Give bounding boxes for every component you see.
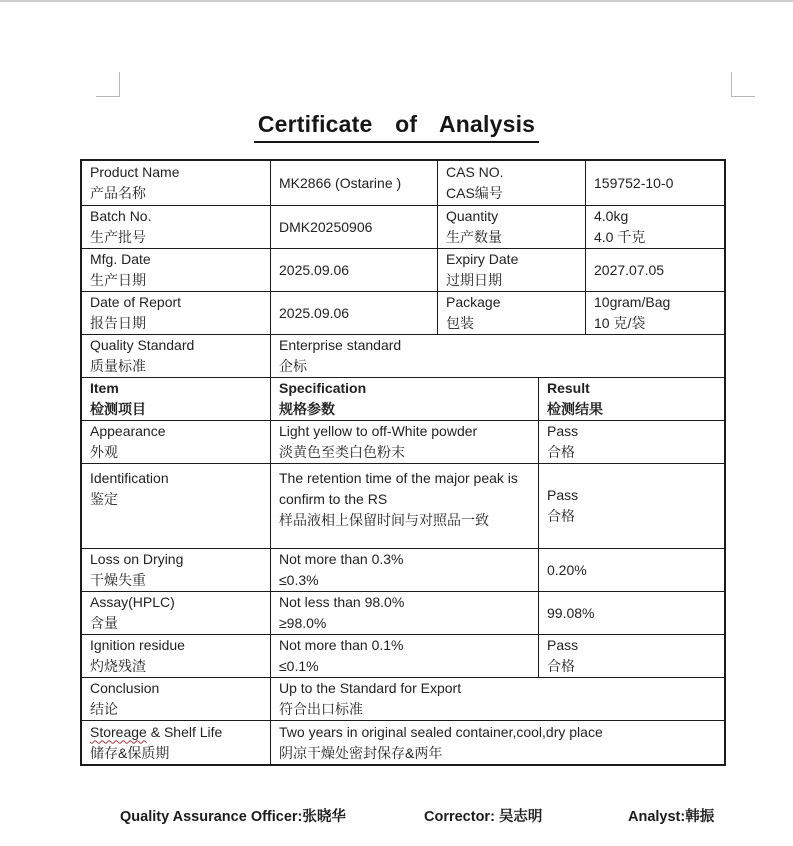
corrector-signature: Corrector: 吴志明 (424, 809, 543, 825)
label-zh: 报告日期 (90, 315, 146, 331)
label-en: Assay(HPLC) (90, 594, 175, 610)
item-label (82, 421, 270, 463)
report-date-value (270, 292, 437, 334)
window-top-edge (0, 0, 793, 2)
header-en: Item (90, 380, 119, 396)
table-row-report-date (82, 291, 724, 334)
item-label (82, 549, 270, 591)
label-zh: 过期日期 (446, 272, 502, 288)
table-row-batch (82, 205, 724, 248)
header-zh: 检测结果 (547, 401, 603, 417)
label-zh: 结论 (90, 701, 118, 717)
label-en: Identification (90, 470, 169, 486)
label-en: Loss on Drying (90, 551, 184, 567)
item-label (82, 464, 270, 548)
spec-symbol: ≥98.0% (279, 615, 327, 631)
label-zh: 鉴定 (90, 491, 118, 507)
quantity-label (437, 206, 585, 248)
result-zh: 合格 (547, 508, 575, 524)
spec-header-row (82, 377, 724, 420)
table-row-mfg-date (82, 248, 724, 291)
specification-value (270, 421, 538, 463)
table-row-product (82, 161, 724, 205)
label-en: Mfg. Date (90, 251, 151, 267)
label-en: CAS NO. (446, 164, 504, 180)
label-zh: 质量标准 (90, 358, 146, 374)
cas-no-label (437, 161, 585, 205)
label-en: Ignition residue (90, 637, 185, 653)
item-label (82, 592, 270, 634)
value: 2025.09.06 (279, 304, 350, 321)
spec-row-appearance (82, 420, 724, 463)
result-zh: 合格 (547, 444, 575, 460)
value: 159752-10-0 (594, 174, 674, 191)
label-zh: 干燥失重 (90, 572, 146, 588)
analyst-signature: Analyst:韩振 (628, 809, 715, 825)
label-zh: 生产批号 (90, 229, 146, 245)
label-en-rest: & Shelf Life (146, 723, 223, 740)
label-en: Appearance (90, 423, 166, 439)
label-zh: 包装 (446, 315, 474, 331)
storage-label (82, 721, 270, 764)
label-en: Quality Standard (90, 337, 195, 353)
value: 2025.09.06 (279, 261, 350, 278)
result-en: Pass (547, 423, 579, 439)
report-date-label (82, 292, 270, 334)
spec-zh: 淡黄色至类白色粉末 (279, 444, 405, 460)
conclusion-row (82, 677, 724, 720)
label-en: Product Name (90, 164, 180, 180)
header-item (82, 378, 270, 420)
specification-value (270, 592, 538, 634)
expiry-date-label (437, 249, 585, 291)
label-en: Conclusion (90, 680, 160, 696)
batch-no-label (82, 206, 270, 248)
value-zh: 企标 (279, 358, 307, 374)
value-en: Two years in original sealed container,cool,dry place (279, 723, 603, 740)
label-zh: 生产日期 (90, 272, 146, 288)
spec-row-assay (82, 591, 724, 634)
header-specification (270, 378, 538, 420)
label-en: Batch No. (90, 208, 152, 224)
result-value (538, 635, 724, 677)
result-value (538, 592, 724, 634)
value: DMK20250906 (279, 218, 373, 235)
package-label (437, 292, 585, 334)
label-en: Expiry Date (446, 251, 519, 267)
spec-en: Not more than 0.1% (279, 637, 404, 653)
label-en: Date of Report (90, 294, 182, 310)
header-result (538, 378, 724, 420)
label-en: Quantity (446, 208, 499, 224)
spec-row-loss-on-drying (82, 548, 724, 591)
margin-crop-mark-right (731, 72, 755, 97)
expiry-date-value (585, 249, 724, 291)
spec-en: Not more than 0.3% (279, 551, 404, 567)
label-zh: CAS编号 (446, 185, 503, 201)
package-value (585, 292, 724, 334)
value-zh: 符合出口标准 (279, 701, 363, 717)
header-en: Specification (279, 380, 367, 396)
margin-crop-mark-left (96, 72, 120, 97)
mfg-date-value (270, 249, 437, 291)
label-zh: 含量 (90, 615, 118, 631)
result-value (538, 421, 724, 463)
value-en: 10gram/Bag (594, 294, 671, 310)
spec-row-identification (82, 463, 724, 548)
value: MK2866 (Ostarine ) (279, 174, 402, 191)
result-en: Pass (547, 487, 579, 503)
spec-symbol: ≤0.1% (279, 658, 319, 674)
result-value (538, 464, 724, 548)
value-en: Up to the Standard for Export (279, 680, 462, 696)
specification-value (270, 464, 538, 548)
item-label (82, 635, 270, 677)
specification-value (270, 549, 538, 591)
label-en (90, 722, 262, 743)
batch-no-value (270, 206, 437, 248)
value-zh: 10 克/袋 (594, 315, 646, 331)
result-zh: 合格 (547, 658, 575, 674)
spec-en-line1: The retention time of the major peak is (279, 470, 518, 486)
value-en: Enterprise standard (279, 337, 402, 353)
value-en: 4.0kg (594, 208, 629, 224)
label-zh: 外观 (90, 444, 118, 460)
storage-row (82, 720, 724, 764)
result-number: 99.08% (547, 604, 595, 621)
storage-value (270, 721, 724, 764)
label-zh: 生产数量 (446, 229, 502, 245)
result-number: 0.20% (547, 561, 587, 578)
specification-value (270, 635, 538, 677)
spec-en: Light yellow to off-White powder (279, 423, 478, 439)
page-title-text: Certificate of Analysis (254, 111, 539, 143)
spec-en: Not less than 98.0% (279, 594, 405, 610)
value-zh: 阴凉干燥处密封保存&两年 (279, 744, 443, 761)
mfg-date-label (82, 249, 270, 291)
spec-zh: 样品液相上保留时间与对照品一致 (279, 512, 489, 528)
product-name-value (270, 161, 437, 205)
result-en: Pass (547, 637, 579, 653)
header-zh: 规格参数 (279, 401, 335, 417)
table-row-quality-standard (82, 334, 724, 377)
header-zh: 检测项目 (90, 401, 146, 417)
conclusion-label (82, 678, 270, 720)
value: 2027.07.05 (594, 261, 665, 278)
spec-row-ignition-residue (82, 634, 724, 677)
cas-no-value (585, 161, 724, 205)
spec-symbol: ≤0.3% (279, 572, 319, 588)
misspelled-word: Storeage (90, 723, 147, 740)
product-name-label (82, 161, 270, 205)
quality-standard-value (270, 335, 724, 377)
page-title (0, 103, 793, 143)
label-zh: 储存&保质期 (90, 744, 170, 761)
header-en: Result (547, 380, 590, 396)
coa-table (80, 159, 726, 766)
qa-officer-signature: Quality Assurance Officer:张晓华 (120, 809, 346, 825)
quantity-value (585, 206, 724, 248)
label-zh: 灼烧残渣 (90, 658, 146, 674)
label-zh: 产品名称 (90, 185, 146, 201)
spec-en-line2: confirm to the RS (279, 491, 388, 507)
quality-standard-label (82, 335, 270, 377)
result-value (538, 549, 724, 591)
conclusion-value (270, 678, 724, 720)
value-zh: 4.0 千克 (594, 229, 646, 245)
label-en: Package (446, 294, 501, 310)
